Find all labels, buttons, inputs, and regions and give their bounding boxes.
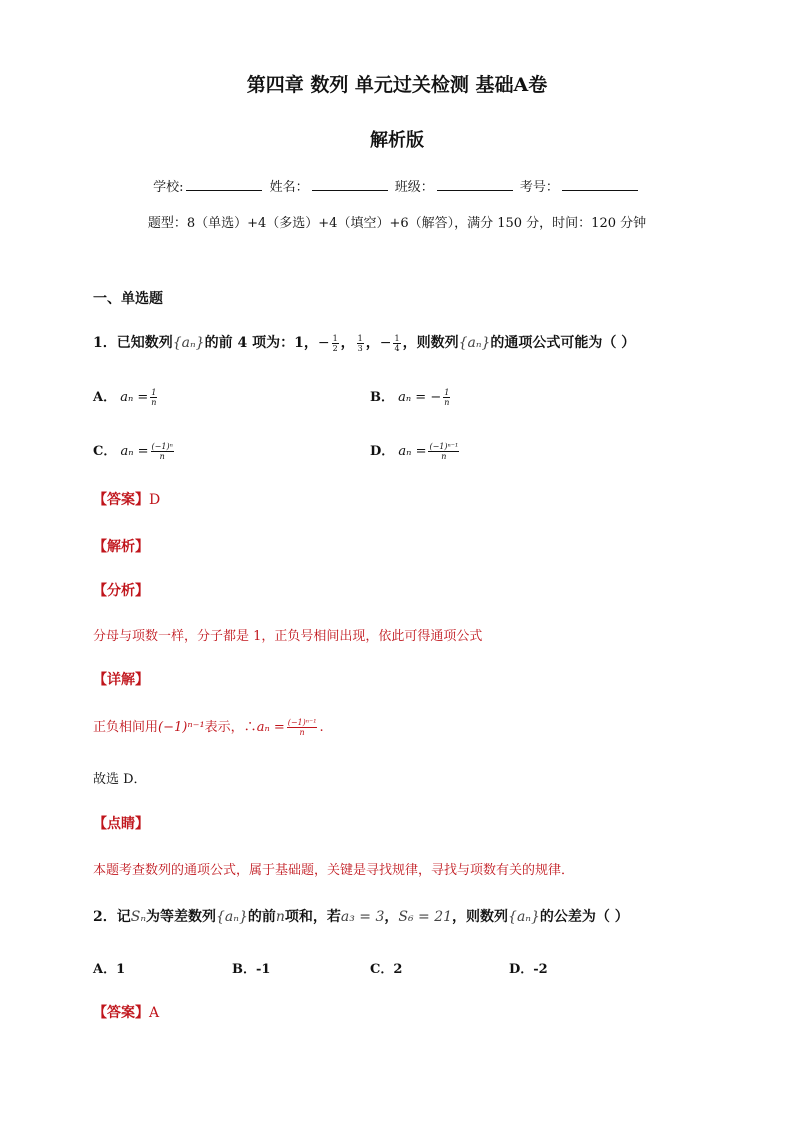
question-number: 1． — [93, 335, 117, 351]
document-subtitle: 解析版 — [370, 130, 424, 151]
q2-option-c: C．2 — [370, 962, 403, 977]
section-heading: 一、单选题 — [93, 291, 163, 307]
option-a: A． aₙ = $\frac{1}{n}$ — [93, 388, 157, 407]
stem-text: ，则数列 — [402, 335, 459, 351]
q2-option-b: B．-1 — [232, 962, 271, 977]
term-sign: − — [317, 335, 330, 351]
q2-option-a: A．1 — [93, 962, 126, 977]
school-blank — [186, 178, 262, 191]
student-info-fields — [0, 176, 794, 195]
term-fraction: $\frac{1}{2}$ — [332, 333, 338, 353]
comment-label: 【点睛】 — [93, 816, 149, 832]
document-title: 第四章 数列 单元过关检测 基础A卷 — [246, 74, 548, 96]
q2-answer-line: 【答案】A — [93, 1005, 160, 1021]
stem-text: 的前 4 项为：1， — [204, 335, 318, 351]
stem-text: 已知数列 — [116, 335, 173, 351]
answer-value: D — [149, 492, 161, 508]
comment-text: 本题考查数列的通项公式，属于基础题，关键是寻找规律，寻找与项数有关的规律． — [93, 863, 575, 878]
exam-number-label: 考号： — [519, 180, 559, 195]
term-sign: − — [379, 335, 392, 351]
answer-line: 【答案】D — [93, 492, 161, 508]
conclusion-text: 故选 D． — [93, 772, 147, 787]
answer-value: A — [149, 1005, 160, 1021]
detail-text: 正负相间用(−1)ⁿ⁻¹表示，∴aₙ = $\frac{\text{(−1)ⁿ⁻¹}}{n}$ . — [93, 718, 324, 737]
question-1-stem: 1．已知数列{aₙ}的前 4 项为：1，− $\frac{1}{2}$ ， $\frac{1}{3}$ ，− $\frac{1}{4}$ ，则数列{aₙ}的通项公式可能为（ ） — [93, 333, 636, 353]
class-label: 班级： — [394, 180, 434, 195]
option-b: B． aₙ = − $\frac{1}{n}$ — [370, 388, 450, 407]
sequence-symbol: {aₙ} — [458, 335, 491, 351]
question-2-stem: 2．记Sₙ为等差数列{aₙ}的前n项和，若a₃ = 3，S₆ = 21，则数列{aₙ}的公差为（ ） — [93, 909, 629, 925]
exam-number-blank — [562, 178, 638, 191]
analysis-label: 【解析】 — [93, 539, 149, 555]
school-label: 学校: — [153, 180, 184, 195]
term-fraction: $\frac{1}{3}$ — [357, 333, 363, 353]
exam-info: 题型：8（单选）+4（多选）+4（填空）+6（解答），满分 150 分，时间：120 分钟 — [147, 216, 647, 231]
option-c: C． aₙ = $\frac{\text{(−1)ⁿ}}{n}$ — [93, 442, 173, 461]
detail-label: 【详解】 — [93, 672, 149, 688]
fenxi-text: 分母与项数一样，分子都是 1，正负号相间出现，依此可得通项公式 — [93, 629, 483, 644]
fenxi-label: 【分析】 — [93, 583, 149, 599]
option-d: D． aₙ = $\frac{\text{(−1)ⁿ⁻¹}}{n}$ — [370, 442, 459, 461]
name-blank — [312, 178, 388, 191]
sequence-symbol: {aₙ} — [172, 335, 205, 351]
class-blank — [437, 178, 513, 191]
name-label: 姓名： — [269, 180, 309, 195]
q2-option-d: D．-2 — [509, 962, 548, 977]
stem-text: 的通项公式可能为（ ） — [490, 335, 636, 351]
question-number: 2． — [93, 909, 117, 925]
term-fraction: $\frac{1}{4}$ — [394, 333, 400, 353]
